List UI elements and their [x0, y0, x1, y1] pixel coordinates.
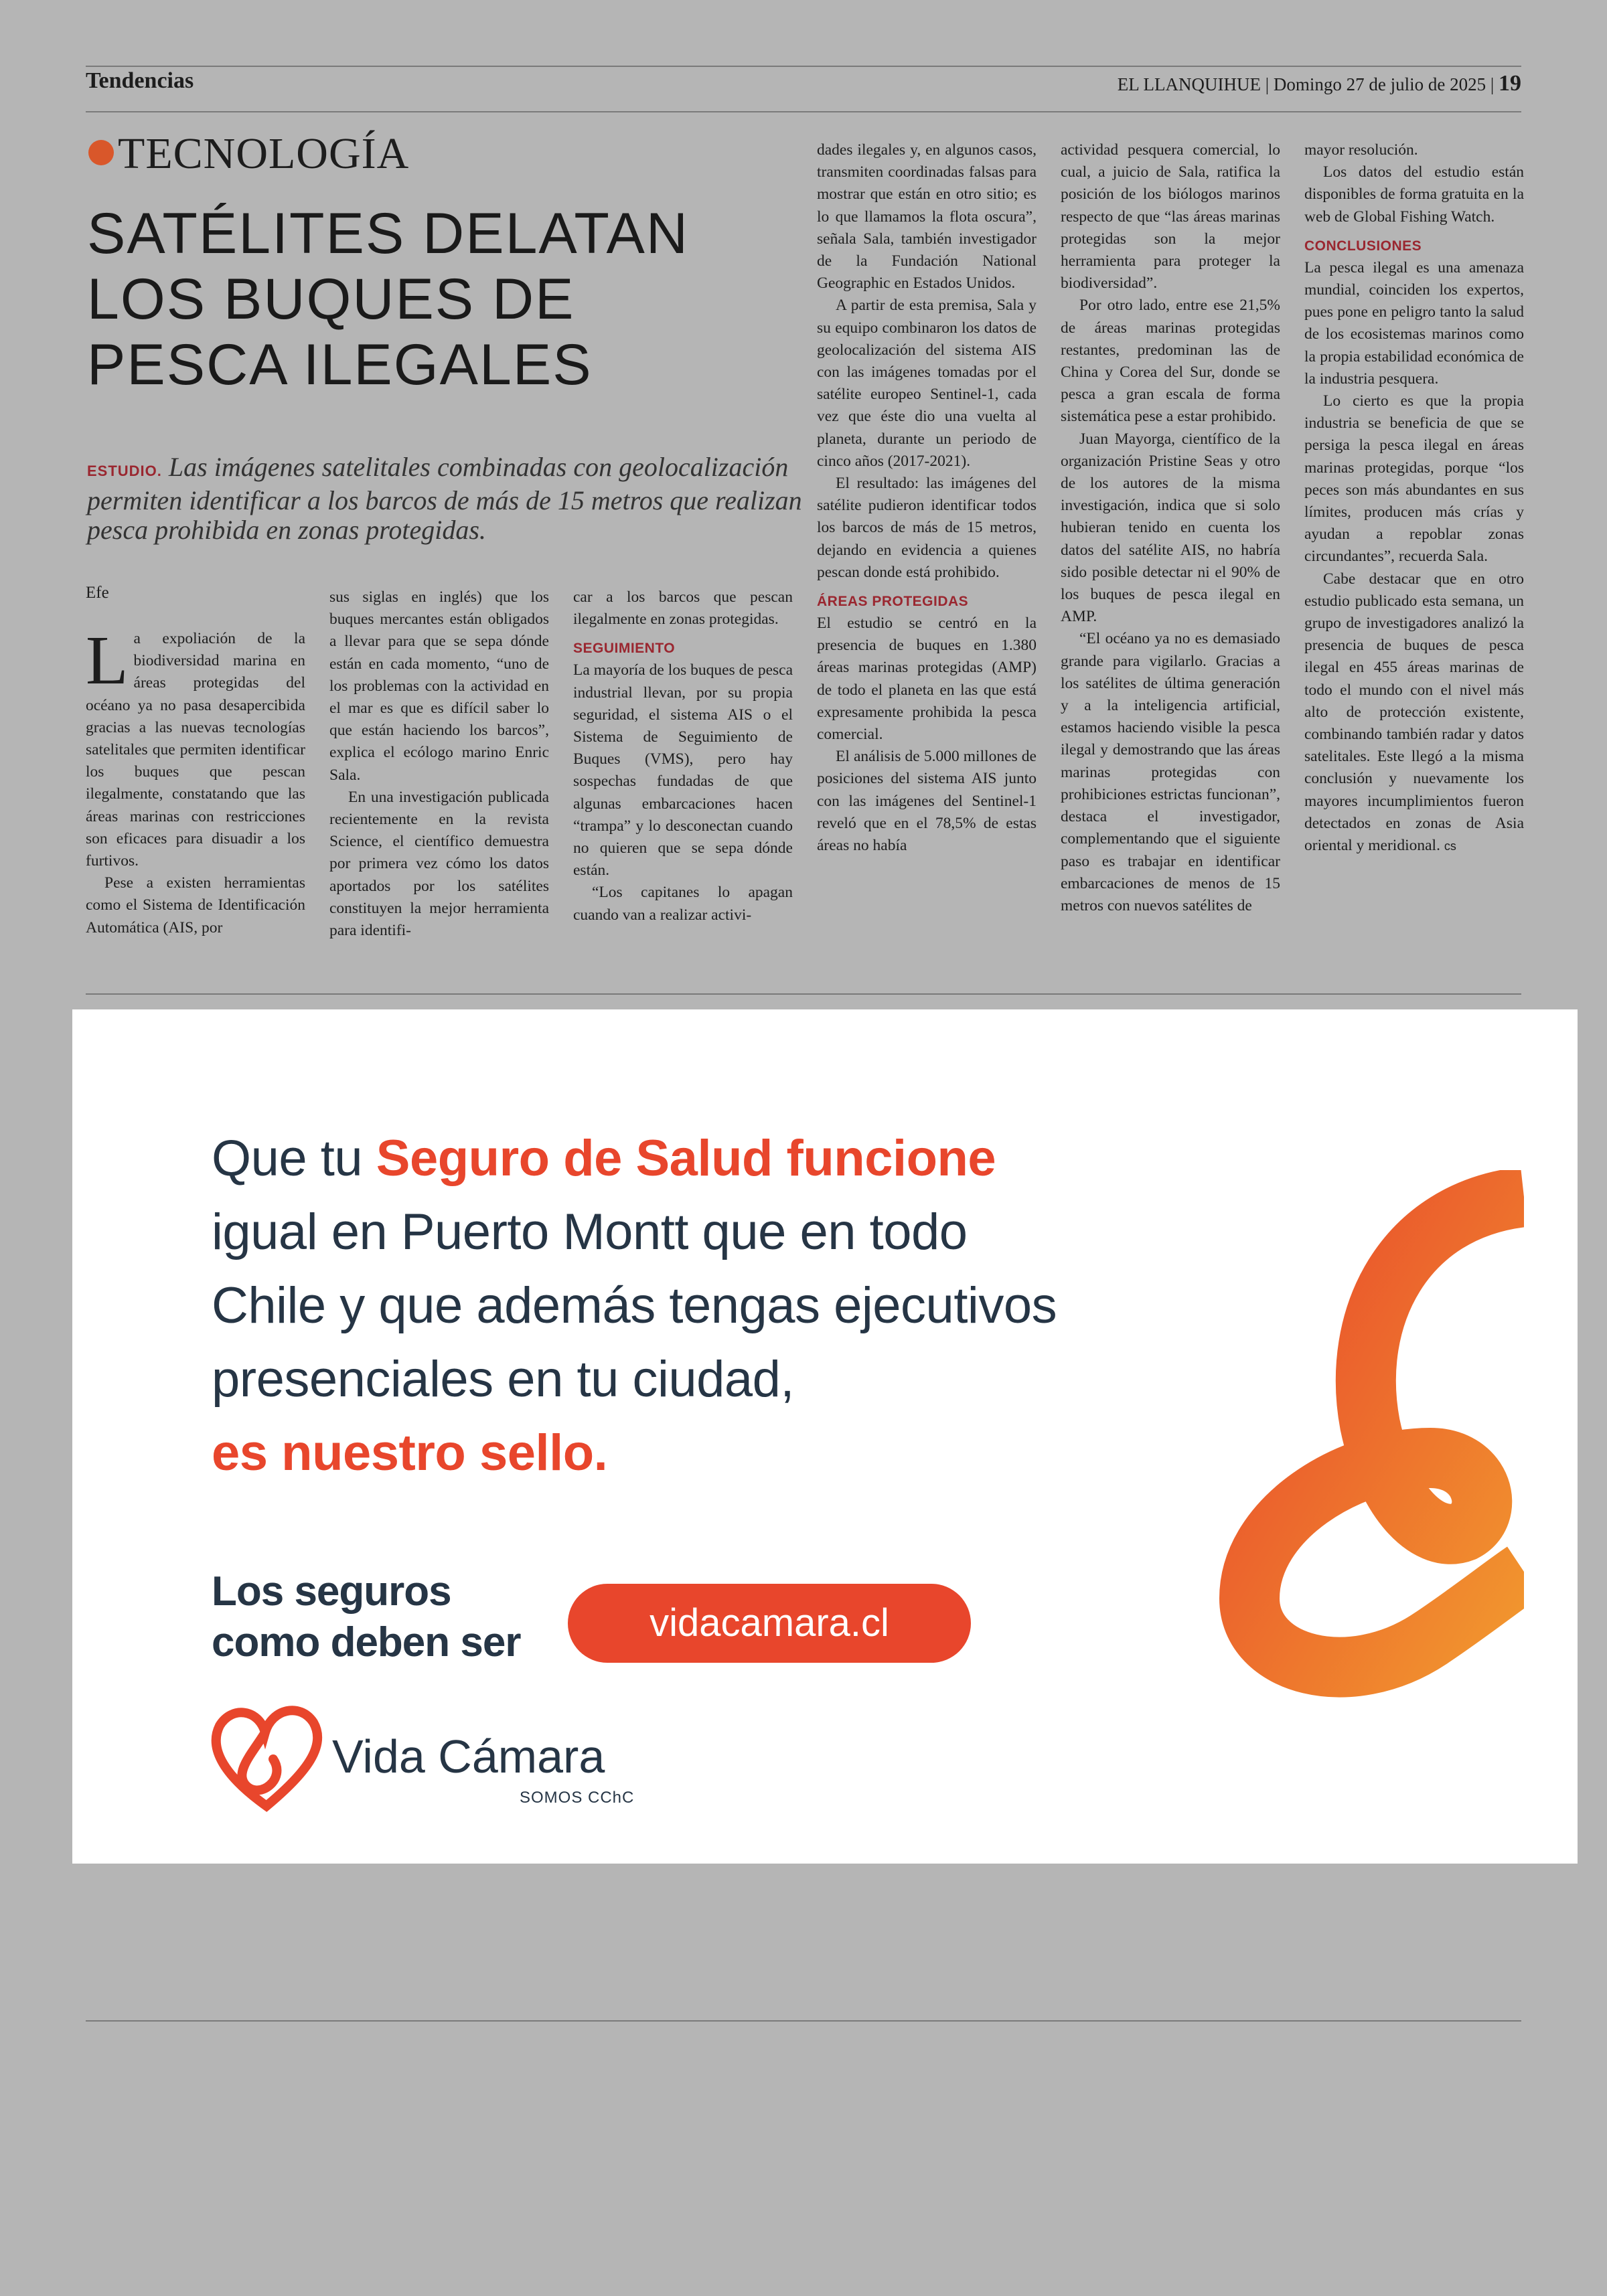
ad-line1-pre: Que tu [212, 1130, 376, 1187]
header-info: EL LLANQUIHUE | Domingo 27 de julio de 2025 | 19 [1117, 71, 1521, 96]
col5-paragraph-1: actividad pesquera comercial, lo cual, a juicio de Sala, ratifica la posición de los biólogos marinos respecto de que “las áreas marinas protegidas son la mejor herramienta para proteger la biodiversidad”. [1061, 141, 1280, 293]
subhead-seguimiento: SEGUIMIENTO [573, 641, 676, 657]
headline [87, 201, 810, 398]
subhead-areas-protegidas: ÁREAS PROTEGIDAS [817, 594, 969, 610]
website-button[interactable]: vidacamara.cl [568, 1584, 971, 1663]
page-bottom-rule [86, 2020, 1521, 2022]
col3-paragraph-1: car a los barcos que pescan ilegalmente en zonas protegidas. [573, 588, 793, 629]
headline-line-2: LOS BUQUES DE [87, 267, 575, 331]
ad-headline-line-2: igual en Puerto Montt que en todo [212, 1204, 968, 1260]
section-label [88, 129, 409, 179]
col2-paragraph-1: sus siglas en inglés) que los buques mercantes están obligados a llevar para que se sepa dónde están en cada momento, “uno de los problemas con la actividad en el mar es que es difícil saber lo que están haciendo los barcos”, explica el ecólogo marino Enric Sala. [329, 588, 549, 784]
col6-paragraph-5 [1304, 568, 1524, 858]
ad-headline-line-3: Chile y que además tengas ejecutivos [212, 1277, 1057, 1334]
col1-paragraph-1 [86, 622, 305, 872]
deck [87, 453, 810, 545]
ad-tagline-line-1: Los seguros [212, 1568, 451, 1615]
section-name: Tendencias [86, 68, 194, 93]
page-number: 19 [1499, 71, 1521, 96]
brand-subtitle: SOMOS CChC [520, 1789, 635, 1807]
paper-name: EL LLANQUIHUE [1117, 74, 1261, 94]
section-label-text: TECNOLOGÍA [118, 129, 410, 178]
col4-paragraph-2: A partir de esta premisa, Sala y su equipo combinaron los datos de geolocalización del sistema AIS con las imágenes tomadas por el satélite europeo Sentinel-1, cada vez que éste dio una vuelta al planeta, durante un periodo de cinco años (2017-2021). [817, 297, 1037, 470]
col6-p5-text: Cabe destacar que en otro estudio publicado esta semana, un grupo de investigadores analizó la presencia de buques de pesca ilegal en 455 áreas marinas de todo el mundo con el nivel más alto de protección existente, combinando también radar y datos satelitales. Este llegó a la misma conclusión y nuevamente los mayores incumplimientos fueron detectados en zonas de Asia oriental y meridional. [1304, 570, 1524, 855]
byline: Efe [86, 584, 109, 602]
article-column-5 [1061, 139, 1280, 917]
header-top-rule [86, 66, 1521, 67]
col1-p1-text: a expoliación de la biodiversidad marina en áreas protegidas del océano ya no pasa desapercibida gracias a las nuevas tecnologías satelitales que permiten identificar los buques que pescan ilegalmente, constatando que las áreas marinas con restricciones son eficaces para disuadir a los furtivos. [86, 630, 305, 870]
ad-tagline-line-2: como deben ser [212, 1619, 521, 1665]
col1-paragraph-2: Pese a existen herramientas como el Sistema de Identificación Automática (AIS, por [86, 874, 305, 936]
ad-tagline [212, 1566, 520, 1668]
article-column-3 [573, 586, 793, 926]
col6-paragraph-1: mayor resolución. [1304, 141, 1418, 159]
article-column-4 [817, 139, 1037, 857]
article-column-1 [86, 622, 305, 939]
deck-kicker: ESTUDIO. [87, 463, 162, 479]
ad-headline-line-1 [212, 1122, 996, 1196]
issue-date: Domingo 27 de julio de 2025 [1273, 74, 1486, 94]
col5-paragraph-3: Juan Mayorga, científico de la organización Pristine Seas y otro de los autores de la misma investigación, indica que si solo hubieran tenido en cuenta los datos del satélite AIS, no habría sido posible detectar ni el 90% de los buques de pesca ilegal en AMP. [1061, 430, 1280, 626]
col3-paragraph-2: La mayoría de los buques de pesca industrial llevan, por su propia seguridad, el sistema AIS o el Sistema de Seguimiento de Buques (VMS), pero hay sospechas fundadas de que algunas embarcaciones hacen “trampa” y lo desconectan cuando no quieren que se sepa dónde están. [573, 661, 793, 880]
brand-name: Vida Cámara [332, 1730, 605, 1783]
headline-line-1: SATÉLITES DELATAN [87, 201, 689, 266]
subhead-conclusiones: CONCLUSIONES [1304, 238, 1422, 254]
headline-line-3: PESCA ILEGALES [87, 333, 593, 397]
col3-paragraph-3: “Los capitanes lo apagan cuando van a realizar activi- [573, 884, 793, 924]
ribbon-swirl-graphic [1149, 1170, 1524, 1719]
col4-paragraph-5: El análisis de 5.000 millones de posiciones del sistema AIS junto con las imágenes del Sentinel-1 reveló que en el 78,5% de estas áreas no había [817, 748, 1037, 855]
article-bottom-rule [86, 993, 1521, 995]
ad-headline-line-4: presenciales en tu ciudad, [212, 1351, 795, 1408]
dropcap: L [86, 622, 129, 699]
vida-camara-heart-icon [206, 1699, 327, 1813]
ad-headline-line-5: es nuestro sello. [212, 1424, 608, 1481]
header-bottom-rule [86, 111, 1521, 112]
deck-text: Las imágenes satelitales combinadas con geolocalización permiten identificar a los barcos de más de 15 metros que realizan pesca prohibida en zonas protegidas. [87, 452, 802, 545]
section-dot-icon [88, 140, 114, 165]
col6-paragraph-2: Los datos del estudio están disponibles de forma gratuita en la web de Global Fishing Watch. [1304, 163, 1524, 226]
col4-paragraph-1: dades ilegales y, en algunos casos, transmiten coordinadas falsas para mostrar que están en otro sitio; es lo que llamamos la flota oscura”, señala Sala, también investigador de la Fundación National Geographic en Estados Unidos. [817, 141, 1037, 293]
col6-paragraph-4: Lo cierto es que la propia industria se beneficia de que se persiga la pesca ilegal en áreas marinas protegidas, porque “los peces son más abundantes en sus límites, producen más crías y ayudan a repoblar zonas circundantes”, recuerda Sala. [1304, 392, 1524, 566]
col2-paragraph-2: En una investigación publicada recientemente en la revista Science, el científico demuestra por primera vez cómo los datos aportados por los satélites constituyen la mejor herramienta para identifi- [329, 788, 549, 940]
col4-paragraph-4: El estudio se centró en la presencia de buques en 1.380 áreas marinas protegidas (AMP) de todo el planeta en las que está expresamente prohibida la pesca comercial. [817, 614, 1037, 744]
col4-paragraph-3: El resultado: las imágenes del satélite pudieron identificar todos los barcos de más de 15 metros, dejando en evidencia a quienes pescan donde está prohibido. [817, 475, 1037, 581]
end-mark: cs [1444, 839, 1456, 853]
col6-paragraph-3: La pesca ilegal es una amenaza mundial, coinciden los expertos, pues pone en peligro tanto la salud de los ecosistemas marinos como la propia estabilidad económica de la industria pesquera. [1304, 258, 1524, 388]
col5-paragraph-4: “El océano ya no es demasiado grande para vigilarlo. Gracias a los satélites de última generación y a la inteligencia artificial, estamos haciendo visible la pesca ilegal y demostrando que las áreas marinas protegidas con prohibiciones estrictas funcionan”, destaca el investigador, complementando que el siguiente paso es trabajar en identificar embarcaciones de menos de 15 metros con nuevos satélites de [1061, 630, 1280, 914]
article-column-2 [329, 586, 549, 942]
col5-paragraph-2: Por otro lado, entre ese 21,5% de áreas marinas protegidas restantes, predominan las de China y Corea del Sur, donde se pesca a gran escala de forma sistemática pese a estar prohibido. [1061, 297, 1280, 426]
ad-line1-highlight: Seguro de Salud funcione [376, 1130, 996, 1187]
article-column-6 [1304, 139, 1524, 857]
